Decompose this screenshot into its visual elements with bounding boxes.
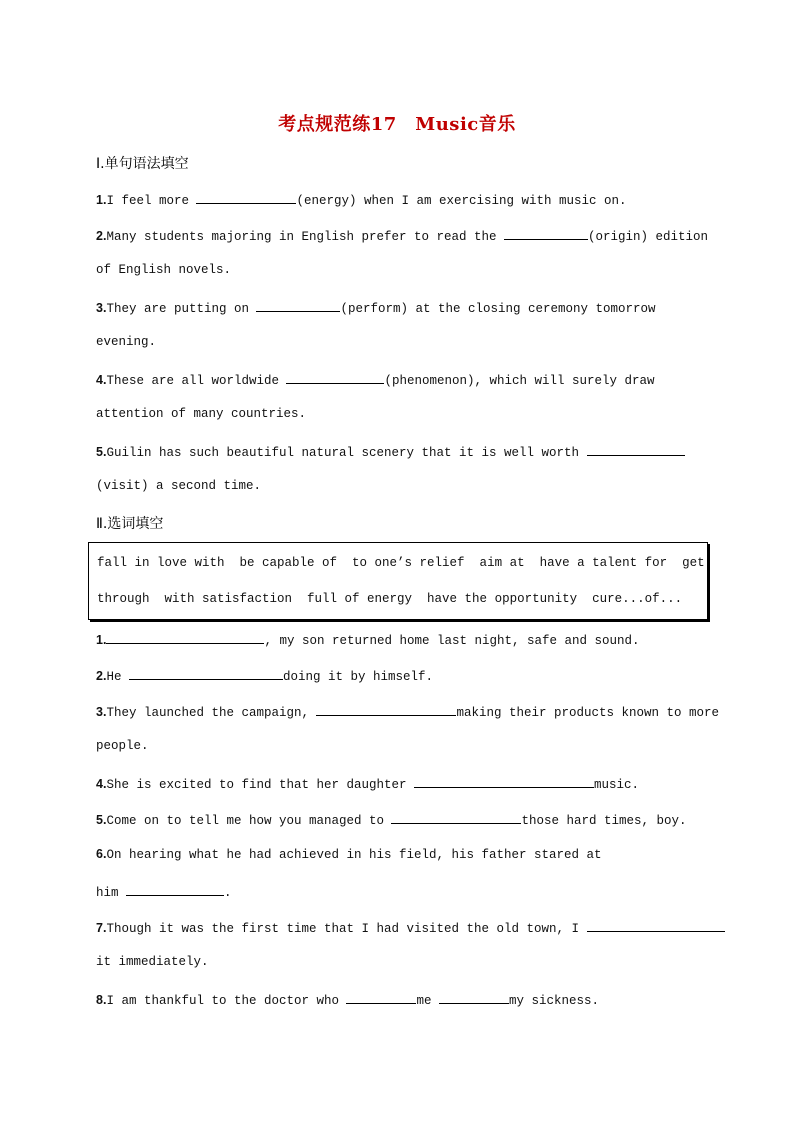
answer-blank[interactable]: [126, 883, 224, 896]
s2-question-6: 6.On hearing what he had achieved in his field, his father stared at: [96, 847, 602, 862]
answer-blank[interactable]: [316, 703, 456, 716]
s1-question-4: 4.These are all worldwide (phenomenon), which will surely draw: [96, 373, 655, 388]
answer-blank[interactable]: [256, 299, 340, 312]
s2-question-4: 4.She is excited to find that her daughter music.: [96, 777, 640, 792]
answer-blank[interactable]: [504, 227, 588, 240]
section-2-heading: Ⅱ.选词填空: [96, 516, 164, 532]
answer-blank[interactable]: [439, 991, 509, 1004]
s1-question-5-cont: (visit) a second time.: [96, 479, 262, 493]
s2-question-3: 3.They launched the campaign, making their products known to more: [96, 705, 720, 720]
s1-question-1: 1.I feel more (energy) when I am exercising with music on.: [96, 193, 627, 208]
s2-question-2: 2.He doing it by himself.: [96, 669, 433, 684]
answer-blank[interactable]: [414, 775, 594, 788]
s1-question-4-cont: attention of many countries.: [96, 407, 307, 421]
word-bank-box: [88, 542, 708, 620]
s2-question-7-cont: it immediately.: [96, 955, 209, 969]
word-bank-line-2: through with satisfaction full of energy have the opportunity cure...of...: [97, 592, 683, 606]
section-1-heading: Ⅰ.单句语法填空: [96, 156, 189, 172]
s1-question-5: 5.Guilin has such beautiful natural scenery that it is well worth: [96, 443, 685, 460]
answer-blank[interactable]: [587, 919, 725, 932]
word-bank-line-1: fall in love with be capable of to one’s relief aim at have a talent for get: [97, 556, 705, 570]
s2-question-3-cont: people.: [96, 739, 149, 753]
s2-question-1: 1. , my son returned home last night, safe and sound.: [96, 633, 640, 648]
answer-blank[interactable]: [106, 631, 264, 644]
answer-blank[interactable]: [391, 811, 521, 824]
s2-question-6-cont: him .: [96, 883, 232, 900]
s1-question-2: 2.Many students majoring in English prefer to read the (origin) edition: [96, 229, 709, 244]
page-title: 考点规范练17 Music音乐: [278, 114, 516, 135]
s1-question-2-cont: of English novels.: [96, 263, 232, 277]
answer-blank[interactable]: [129, 667, 283, 680]
s1-question-3-cont: evening.: [96, 335, 157, 349]
s1-question-3: 3.They are putting on (perform) at the closing ceremony tomorrow: [96, 301, 656, 316]
answer-blank[interactable]: [286, 371, 384, 384]
answer-blank[interactable]: [587, 443, 685, 456]
s2-question-5: 5.Come on to tell me how you managed to those hard times, boy.: [96, 813, 687, 828]
answer-blank[interactable]: [346, 991, 416, 1004]
s2-question-7: 7.Though it was the first time that I had visited the old town, I: [96, 919, 725, 936]
answer-blank[interactable]: [196, 191, 296, 204]
s2-question-8: 8.I am thankful to the doctor who me my sickness.: [96, 993, 600, 1008]
